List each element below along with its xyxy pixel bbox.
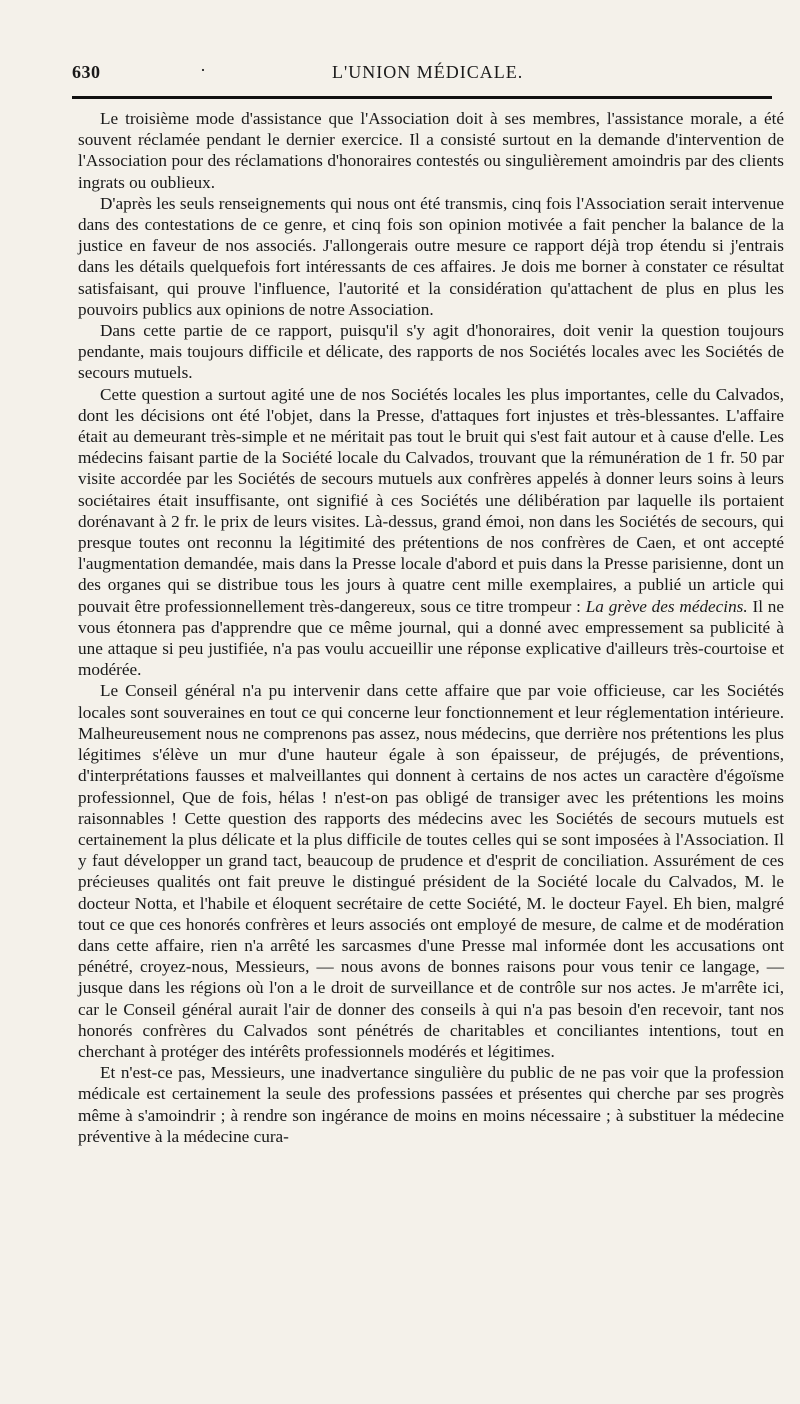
header-separator: · — [200, 60, 206, 80]
page-header — [72, 60, 772, 88]
paragraph-6: Et n'est-ce pas, Messieurs, une inadvertance singulière du public de ne pas voir que la profession médicale est certainement la seule des professions passées et présentes qui cherche par ses progrès même à s'amoindrir ; à rendre son ingérance de moins en moins nécessaire ; à substituer la médecine préventive à la médecine cura- — [78, 1063, 784, 1146]
paragraph-4-text: Cette question a surtout agité une de nos Sociétés locales les plus importantes, celle du Calvados, dont les décisions ont été l'objet, dans la Presse, d'attaques fort injustes et très-blessantes. L'affaire était au demeurant très-simple et ne méritait pas tout le bruit qui s'est fait autour et à cause d'elle. Les médecins faisant partie de la Société locale du Calvados, trouvant que la rémunération de 1 fr. 50 par visite accordée par les Sociétés de secours mutuels aux confrères appelés à donner leurs soins à leurs sociétaires était insuffisante, ont signifié à ces Sociétés une délibération par laquelle ils portaient dorénavant à 2 fr. le prix de leurs visites. Là-dessus, grand émoi, non dans les Sociétés de secours, qui presque toutes ont reconnu la légitimité des prétentions de nos confrères de Caen, et ont accepté l'augmentation demandée, mais dans la Presse locale d'abord et puis dans la Presse parisienne, dont un des organes qui se distribue tous les jours à quatre cent mille exemplaires, a publié un article qui pouvait être professionnellement très-dangereux, sous ce titre trompeur : — [78, 384, 784, 616]
paragraph-3: Dans cette partie de ce rapport, puisqu'il s'y agit d'honoraires, doit venir la question toujours pendante, mais toujours difficile et délicate, des rapports de nos Sociétés locales avec les Sociétés de secours mutuels. — [78, 321, 784, 383]
body-text — [78, 108, 784, 1147]
paragraph-4-tail: Il ne vous étonnera pas d'apprendre que ce même journal, qui a donné avec empressement sa publicité à une attaque si peu justifiée, n'a pas voulu accueillir une réponse explicative d'ailleurs très-courtoise et modérée. — [78, 596, 785, 680]
header-rule — [72, 96, 772, 99]
page-number: 630 — [72, 62, 101, 82]
italic-article-title: La grève des médecins. — [585, 596, 748, 616]
paragraph-4 — [78, 384, 784, 681]
paragraph-5: Le Conseil général n'a pu intervenir dans cette affaire que par voie officieuse, car les Sociétés locales sont souveraines en tout ce qui concerne leur fonctionnement et leur réglementation intérieure. Malheureusement nous ne comprenons pas assez, nous médecins, que derrière nos prétentions les plus légitimes s'élève un mur d'une hauteur égale à son épaisseur, de préjugés, de préventions, d'interprétations fausses et malveillantes qui donnent à certains de nos actes un caractère d'égoïsme professionnel, Que de fois, hélas ! n'est-on pas obligé de transiger avec les prétentions les moins raisonnables ! Cette question des rapports des médecins avec les Sociétés de secours mutuels est certainement la plus délicate et la plus difficile de toutes celles qui se sont imposées à l'Association. Il y faut développer un grand tact, beaucoup de prudence et d'esprit de conciliation. Assurément de ces précieuses qualités ont fait preuve le distingué président de la Société locale du Calvados, M. le docteur Notta, et l'habile et éloquent secrétaire de cette Société, M. le docteur Fayel. Eh bien, malgré tout ce que ces honorés confrères et leurs associés ont employé de mesure, de calme et de modération dans cette affaire, rien n'a arrêté les sarcasmes d'une Presse mal informée dont les accusations ont pénétré, croyez-nous, Messieurs, — nous avons de bonnes raisons pour vous tenir ce langage, — jusque dans les régions où l'on a le droit de surveillance et de contrôle sur nos actes. Je m'arrête ici, car le Conseil général aurait l'air de donner des conseils à qui n'a pas besoin d'en recevoir, tant nos honorés confrères du Calvados sont pénétrés de charitables et conciliantes intentions, tout en cherchant à protéger des intérêts professionnels modérés et légitimes. — [78, 681, 784, 1061]
paragraph-2: D'après les seuls renseignements qui nous ont été transmis, cinq fois l'Association serait intervenue dans des contestations de ce genre, et cinq fois son opinion motivée a fait pencher la balance de la justice en faveur de nos associés. J'allongerais outre mesure ce rapport déjà trop étendu si j'entrais dans les détails quelquefois fort intéressants de ces affaires. Je dois me borner à constater ce résultat satisfaisant, qui prouve l'influence, l'autorité et la considération qu'attachent de plus en plus les pouvoirs publics aux opinions de notre Association. — [78, 193, 784, 319]
running-title: L'UNION MÉDICALE. — [332, 62, 524, 82]
paragraph-1: Le troisième mode d'assistance que l'Association doit à ses membres, l'assistance morale, a été souvent réclamée pendant le dernier exercice. Il a consisté surtout en la demande d'intervention de l'Association pour des réclamations d'honoraires contestés ou singulièrement amoindris par des clients ingrats ou oublieux. — [78, 109, 784, 192]
